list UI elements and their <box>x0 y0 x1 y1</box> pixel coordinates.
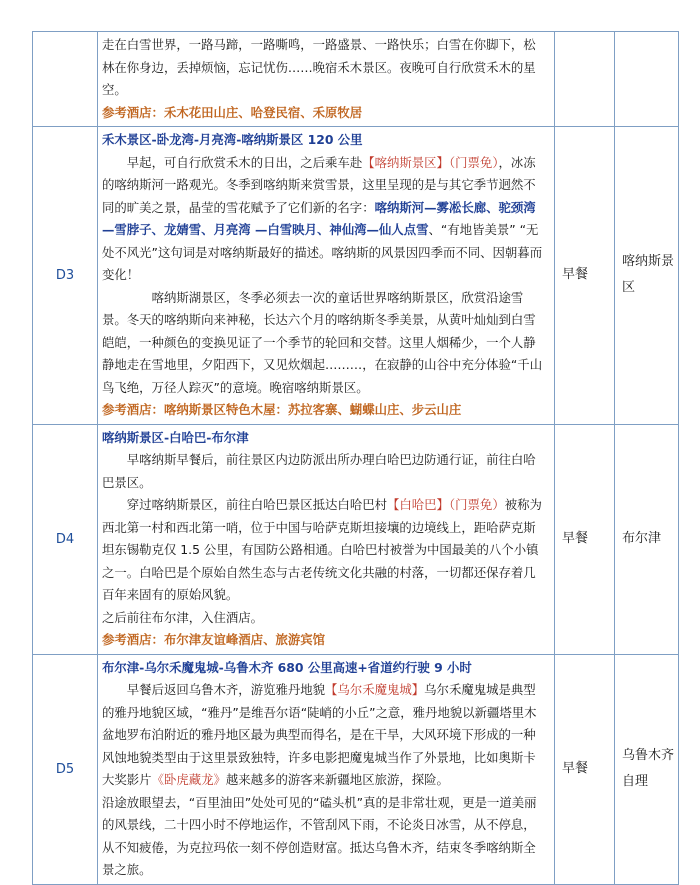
itinerary-row-d5 <box>33 654 679 884</box>
description-paragraph: 走在白雪世界，一路马蹄，一路嘶鸣，一路盛景、一路快乐；白雪在你脚下，松林在你身边，丢掉烦恼，忘记忧伤……晚宿禾木景区。夜晚可自行欣赏禾木的星空。 <box>102 37 536 97</box>
reference-hotels <box>102 102 548 125</box>
ticket-highlight: 《卧虎藏龙》 <box>151 772 226 787</box>
route-title: 布尔津-乌尔禾魔鬼城-乌鲁木齐 680 公里高速+省道约行驶 9 小时 <box>102 659 472 675</box>
ticket-highlight: 【乌尔禾魔鬼城】 <box>325 682 425 697</box>
hotel-label: 参考酒店： <box>102 104 164 120</box>
route-title: 喀纳斯景区-白哈巴-布尔津 <box>102 429 249 445</box>
hotel-names: 禾木花田山庄、哈登民宿、禾原牧居 <box>163 104 363 120</box>
stay-cell: 喀纳斯景区 <box>615 127 679 425</box>
stay-cell <box>615 32 679 127</box>
text-segment: 被称为西北第一村和西北第一哨，位于中国与哈萨克斯坦接壤的边境线上，距哈萨克斯坦东锡勒克仅 1.5 公里，有国防公路相通。白哈巴村被誉为中国最美的八个小镇之一。白哈巴是个原始自然生态与古老传统文化共融的村落，一切都还保存着几百年来固有的原始风貌。 <box>102 497 542 602</box>
reference-hotels <box>102 629 548 652</box>
meal-cell: 早餐 <box>555 127 615 425</box>
stay-cell: 乌鲁木齐自理 <box>615 654 679 884</box>
day-cell <box>33 32 98 127</box>
itinerary-row-d3 <box>33 127 679 425</box>
meal-cell <box>555 32 615 127</box>
route-title: 禾木景区-卧龙湾-月亮湾-喀纳斯景区 120 公里 <box>102 132 363 147</box>
description-paragraph: 喀纳斯湖景区，冬季必须去一次的童话世界喀纳斯景区，欣赏沿途雪景。冬天的喀纳斯向来神秘，长达六个月的喀纳斯冬季美景，从黄叶灿灿到白雪皑皑，一种颜色的变换见证了一个季节的轮回和交替。这里人烟稀少，一个人静静地走在雪地里，夕阳西下，又见炊烟起………，在寂静的山谷中充分体验“千山鸟飞绝，万径人踪灭”的意境。晚宿喀纳斯景区。 <box>102 289 543 395</box>
text-segment: ，冰冻的喀纳斯河一路观光。冬季到喀纳斯来赏雪景，这里呈现的是与其它季节迥然不同的旷美之景，晶莹的雪花赋予了它们新的名字： <box>102 154 536 215</box>
description-paragraph: 之后前往布尔津，入住酒店。 <box>102 609 264 625</box>
text-segment: 穿过喀纳斯景区，前往白哈巴景区抵达白哈巴村 <box>126 497 387 512</box>
itinerary-content <box>98 127 555 425</box>
description-paragraph <box>102 679 548 792</box>
scenic-highlight: 喀纳斯河—雾凇长廊、驼颈湾—雪脖子、龙婧雪、月亮湾 —白雪映月、神仙湾—仙人点雪 <box>102 199 536 237</box>
itinerary-row-d4 <box>33 424 679 654</box>
reference-hotels <box>102 399 548 422</box>
hotel-label: 参考酒店： <box>102 402 164 417</box>
itinerary-content <box>98 424 555 654</box>
stay-cell: 布尔津 <box>615 424 679 654</box>
description-paragraph <box>102 494 548 607</box>
ticket-highlight: 【喀纳斯景区】（门票免） <box>362 154 499 170</box>
itinerary-table <box>32 31 679 885</box>
hotel-label: 参考酒店： <box>102 632 164 647</box>
itinerary-content <box>98 32 555 127</box>
description-paragraph <box>102 152 548 287</box>
text-segment: 乌尔禾魔鬼城是典型的雅丹地貌区域，“雅丹”是维吾尔语“陡峭的小丘”之意，雅丹地貌以新疆塔里木盆地罗布泊附近的雅丹地区最为典型而得名，是在干旱，大风环境下形成的一种风蚀地貌类型由于这里景致独特，许多电影把魔鬼城当作了外景地，比如奥斯卡大奖影片 <box>102 682 537 787</box>
text-segment: 早起，可自行欣赏禾木的日出，之后乘车赴 <box>126 154 363 170</box>
meal-cell: 早餐 <box>555 424 615 654</box>
description-paragraph: 早喀纳斯早餐后，前往景区内边防派出所办理白哈巴边防通行证，前往白哈巴景区。 <box>102 452 536 490</box>
meal-cell: 早餐 <box>555 654 615 884</box>
text-segment: 早餐后返回乌鲁木齐，游览雅丹地貌 <box>126 682 326 697</box>
itinerary-row-d2 <box>33 32 679 127</box>
description-paragraph: 沿途放眼望去，“百里油田”处处可见的“磕头机”真的是非常壮观，更是一道美丽的风景线，二十四小时不停地运作，不管刮风下雨，不论炎日冰雪，从不停息，从不知疲倦，为克拉玛依一刻不停创造财富。抵达乌鲁木齐，结束冬季喀纳斯全景之旅。 <box>102 794 537 877</box>
day-label: D4 <box>33 424 98 654</box>
day-label: D3 <box>33 127 98 425</box>
ticket-highlight: 【白哈巴】（门票免） <box>387 497 505 512</box>
hotel-names: 布尔津友谊峰酒店、旅游宾馆 <box>163 632 326 647</box>
day-label: D5 <box>33 654 98 884</box>
text-segment: 越来越多的游客来新疆地区旅游，探险。 <box>225 772 449 787</box>
text-segment: 、“有地皆美景” “无处不风光”这句词是对喀纳斯最好的描述。喀纳斯的风景因四季而不同、因朝暮而变化！ <box>102 222 543 282</box>
hotel-names: 喀纳斯景区特色木屋：苏拉客寨、蝴蝶山庄、步云山庄 <box>163 402 462 417</box>
itinerary-content <box>98 654 555 884</box>
